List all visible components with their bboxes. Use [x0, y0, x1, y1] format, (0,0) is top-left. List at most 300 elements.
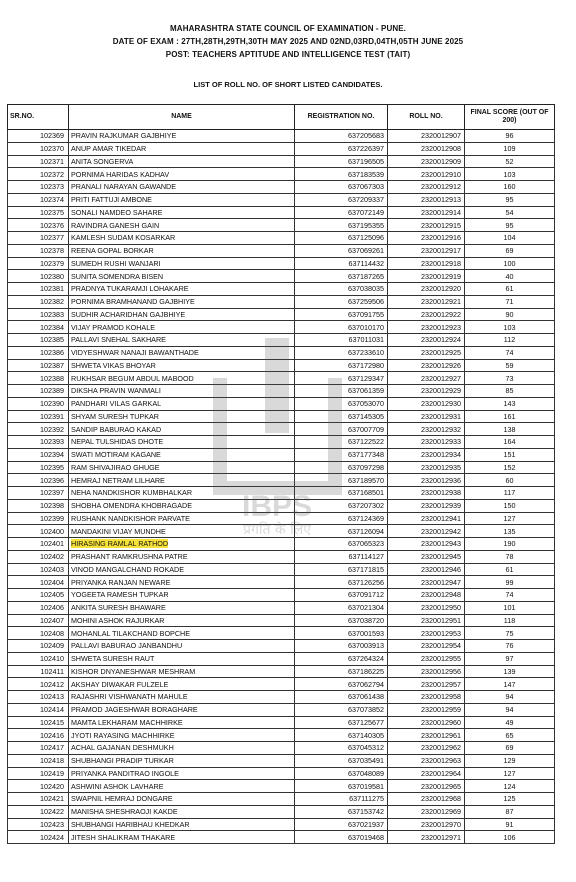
cell-registration-no — [295, 436, 388, 449]
cell-sr-no-text: 102416 — [40, 730, 64, 740]
cell-roll-no-text: 2320012951 — [421, 615, 461, 625]
cell-sr-no — [8, 640, 69, 653]
cell-roll-no-text: 2320012907 — [421, 131, 461, 141]
cell-name — [69, 691, 295, 704]
cell-registration-no — [295, 793, 388, 806]
cell-name-text: RAM SHIVAJIRAO GHUGE — [71, 462, 160, 472]
table-row — [8, 181, 555, 194]
cell-registration-no-text: 637045312 — [348, 743, 384, 753]
cell-sr-no-text: 102392 — [40, 424, 64, 434]
cell-name-text: YOGEETA RAMESH TUPKAR — [71, 590, 169, 600]
cell-final-score — [465, 525, 555, 538]
table-row — [8, 665, 555, 678]
cell-sr-no-text: 102398 — [40, 501, 64, 511]
cell-sr-no — [8, 219, 69, 232]
table-row — [8, 423, 555, 436]
cell-roll-no — [388, 614, 465, 627]
cell-registration-no — [295, 155, 388, 168]
cell-final-score — [465, 474, 555, 487]
table-row — [8, 155, 555, 168]
cell-registration-no-text: 637114432 — [348, 258, 384, 268]
cell-roll-no — [388, 691, 465, 704]
cell-roll-no-text: 2320012913 — [421, 195, 461, 205]
cell-sr-no — [8, 346, 69, 359]
cell-registration-no-text: 637111275 — [349, 794, 384, 804]
cell-registration-no-text: 637065323 — [348, 539, 384, 549]
cell-final-score — [465, 793, 555, 806]
cell-registration-no — [295, 754, 388, 767]
table-row — [8, 627, 555, 640]
cell-roll-no-text: 2320012931 — [421, 411, 461, 421]
table-row — [8, 780, 555, 793]
cell-registration-no-text: 637195355 — [348, 220, 384, 230]
cell-registration-no — [295, 652, 388, 665]
cell-name-text: SUMEDH RUSHI WANJARI — [71, 258, 161, 268]
cell-sr-no-text: 102420 — [40, 781, 64, 791]
table-row — [8, 436, 555, 449]
cell-roll-no-text: 2320012959 — [421, 705, 461, 715]
cell-name-text: ASHWINI ASHOK LAVHARE — [71, 781, 164, 791]
cell-name — [69, 665, 295, 678]
cell-name — [69, 346, 295, 359]
cell-final-score-text: 95 — [505, 195, 514, 205]
cell-sr-no — [8, 410, 69, 423]
cell-final-score — [465, 321, 555, 334]
cell-name-text: AKSHAY DIWAKAR FULZELE — [71, 679, 169, 689]
cell-registration-no — [295, 359, 388, 372]
cell-roll-no — [388, 831, 465, 844]
cell-registration-no — [295, 487, 388, 500]
cell-registration-no-text: 637233610 — [348, 348, 384, 358]
cell-roll-no-text: 2320012919 — [421, 271, 461, 281]
cell-roll-no-text: 2320012939 — [421, 501, 461, 511]
cell-final-score — [465, 563, 555, 576]
cell-registration-no-text: 637122522 — [348, 437, 384, 447]
cell-sr-no-text: 102383 — [40, 309, 64, 319]
cell-roll-no-text: 2320012943 — [421, 539, 461, 549]
cell-roll-no-text: 2320012946 — [421, 564, 461, 574]
cell-registration-no — [295, 232, 388, 245]
cell-roll-no — [388, 474, 465, 487]
table-row — [8, 742, 555, 755]
cell-final-score — [465, 716, 555, 729]
cell-sr-no-text: 102403 — [40, 564, 64, 574]
cell-name — [69, 525, 295, 538]
cell-registration-no-text: 637007709 — [348, 424, 384, 434]
cell-registration-no — [295, 334, 388, 347]
cell-roll-no-text: 2320012934 — [421, 450, 461, 460]
cell-registration-no-text: 637140305 — [348, 730, 384, 740]
cell-final-score — [465, 754, 555, 767]
cell-registration-no-text: 637038720 — [348, 615, 384, 625]
cell-sr-no — [8, 729, 69, 742]
table-row — [8, 461, 555, 474]
cell-roll-no — [388, 359, 465, 372]
table-row — [8, 512, 555, 525]
cell-final-score-text: 99 — [505, 577, 514, 587]
cell-registration-no-text: 637207302 — [348, 501, 384, 511]
cell-registration-no — [295, 244, 388, 257]
cell-final-score — [465, 627, 555, 640]
cell-registration-no — [295, 665, 388, 678]
cell-name — [69, 805, 295, 818]
cell-final-score-text: 49 — [505, 717, 514, 727]
cell-roll-no — [388, 346, 465, 359]
cell-roll-no-text: 2320012960 — [421, 717, 461, 727]
cell-registration-no-text: 637114127 — [348, 552, 384, 562]
cell-name-text: SWATI MOTIRAM KAGANE — [71, 450, 161, 460]
cell-roll-no-text: 2320012947 — [421, 577, 461, 587]
cell-roll-no — [388, 512, 465, 525]
cell-roll-no-text: 2320012916 — [421, 233, 461, 243]
table-row — [8, 563, 555, 576]
cell-roll-no-text: 2320012932 — [421, 424, 461, 434]
candidates-table — [7, 104, 555, 844]
watermark-brand: IBPS — [241, 490, 313, 523]
cell-sr-no — [8, 487, 69, 500]
cell-final-score-text: 101 — [503, 603, 516, 613]
cell-name — [69, 385, 295, 398]
cell-roll-no — [388, 627, 465, 640]
cell-registration-no-text: 637048089 — [348, 768, 384, 778]
cell-roll-no — [388, 640, 465, 653]
cell-roll-no-text: 2320012918 — [421, 258, 461, 268]
cell-roll-no-text: 2320012915 — [421, 220, 461, 230]
cell-final-score — [465, 423, 555, 436]
cell-sr-no — [8, 142, 69, 155]
cell-roll-no — [388, 742, 465, 755]
cell-sr-no-text: 102397 — [40, 488, 64, 498]
table-row — [8, 691, 555, 704]
cell-final-score — [465, 193, 555, 206]
cell-name — [69, 512, 295, 525]
cell-name-text: VINOD MANGALCHAND ROKADE — [71, 564, 185, 574]
cell-registration-no — [295, 831, 388, 844]
cell-name — [69, 576, 295, 589]
cell-final-score-text: 150 — [503, 501, 516, 511]
cell-registration-no — [295, 448, 388, 461]
post-title: POST: TEACHERS APTITUDE AND INTELLIGENCE TEST (TAIT) — [165, 50, 411, 59]
cell-name-text: SHOBHA OMENDRA KHOBRAGADE — [71, 501, 193, 511]
cell-name-text: KAMLESH SUDAM KOSARKAR — [71, 233, 176, 243]
cell-registration-no-text: 637067303 — [348, 182, 384, 192]
cell-final-score — [465, 461, 555, 474]
cell-roll-no — [388, 142, 465, 155]
cell-roll-no — [388, 793, 465, 806]
cell-roll-no — [388, 729, 465, 742]
cell-roll-no — [388, 410, 465, 423]
cell-name — [69, 818, 295, 831]
cell-sr-no-text: 102378 — [40, 246, 64, 256]
cell-roll-no-text: 2320012941 — [421, 513, 461, 523]
cell-registration-no — [295, 142, 388, 155]
cell-roll-no-text: 2320012910 — [421, 169, 461, 179]
cell-sr-no-text: 102373 — [40, 182, 64, 192]
table-row — [8, 168, 555, 181]
table-row — [8, 232, 555, 245]
cell-roll-no — [388, 550, 465, 563]
cell-sr-no-text: 102404 — [40, 577, 64, 587]
cell-sr-no-text: 102418 — [40, 756, 64, 766]
table-row — [8, 831, 555, 844]
exam-dates: DATE OF EXAM : 27TH,28TH,29TH,30TH MAY 2025 AND 02ND,03RD,04TH,05TH JUNE 2025 — [112, 37, 464, 46]
cell-final-score-text: 129 — [503, 756, 516, 766]
cell-name — [69, 793, 295, 806]
cell-registration-no-text: 637168501 — [348, 488, 384, 498]
cell-final-score-text: 94 — [505, 705, 514, 715]
cell-roll-no — [388, 576, 465, 589]
cell-registration-no — [295, 474, 388, 487]
table-row — [8, 499, 555, 512]
cell-sr-no — [8, 423, 69, 436]
table-row — [8, 589, 555, 602]
cell-final-score — [465, 372, 555, 385]
cell-sr-no-text: 102377 — [40, 233, 64, 243]
cell-name — [69, 729, 295, 742]
cell-roll-no-text: 2320012945 — [421, 552, 461, 562]
cell-registration-no — [295, 257, 388, 270]
cell-roll-no — [388, 448, 465, 461]
cell-sr-no-text: 102390 — [40, 399, 64, 409]
cell-name-text: SONALI NAMDEO SAHARE — [71, 207, 163, 217]
cell-final-score-text: 97 — [505, 654, 514, 664]
cell-name-text: PRIYANKA RANJAN NEWARE — [71, 577, 171, 587]
cell-roll-no-text: 2320012950 — [421, 603, 461, 613]
cell-registration-no-text: 637172980 — [348, 360, 384, 370]
cell-roll-no-text: 2320012953 — [421, 628, 461, 638]
cell-registration-no-text: 637145305 — [348, 411, 384, 421]
cell-name — [69, 232, 295, 245]
cell-name — [69, 193, 295, 206]
cell-final-score — [465, 678, 555, 691]
cell-registration-no — [295, 193, 388, 206]
cell-final-score — [465, 181, 555, 194]
cell-name-text: PRAMOD JAGESHWAR BORAGHARE — [71, 705, 198, 715]
cell-roll-no — [388, 232, 465, 245]
table-row — [8, 614, 555, 627]
cell-roll-no — [388, 601, 465, 614]
cell-roll-no — [388, 206, 465, 219]
cell-roll-no-text: 2320012958 — [421, 692, 461, 702]
cell-roll-no — [388, 334, 465, 347]
cell-final-score — [465, 652, 555, 665]
cell-registration-no-text: 637186225 — [348, 666, 384, 676]
cell-final-score-text: 135 — [503, 526, 516, 536]
cell-registration-no — [295, 550, 388, 563]
cell-final-score — [465, 436, 555, 449]
cell-roll-no — [388, 308, 465, 321]
cell-final-score — [465, 308, 555, 321]
cell-final-score — [465, 601, 555, 614]
cell-registration-no-text: 637053070 — [348, 399, 384, 409]
cell-registration-no-text: 637072149 — [348, 207, 384, 217]
cell-name-text: RUKHSAR BEGUM ABDUL MABOOD — [71, 373, 194, 383]
cell-final-score-text: 139 — [503, 666, 516, 676]
cell-registration-no — [295, 130, 388, 143]
cell-sr-no — [8, 614, 69, 627]
cell-roll-no — [388, 321, 465, 334]
cell-name — [69, 767, 295, 780]
table-row — [8, 652, 555, 665]
cell-final-score-text: 125 — [503, 794, 516, 804]
cell-final-score-text: 190 — [503, 539, 516, 549]
cell-name — [69, 538, 295, 551]
cell-sr-no-text: 102402 — [40, 552, 64, 562]
cell-registration-no — [295, 805, 388, 818]
cell-sr-no — [8, 678, 69, 691]
cell-sr-no-text: 102369 — [40, 131, 64, 141]
cell-final-score-text: 73 — [505, 373, 514, 383]
cell-final-score-text: 60 — [505, 475, 514, 485]
cell-sr-no-text: 102421 — [40, 794, 64, 804]
cell-sr-no — [8, 754, 69, 767]
table-row — [8, 283, 555, 296]
col-header-score: FINAL SCORE (OUT OF 200) — [465, 105, 555, 130]
cell-registration-no-text: 637125096 — [348, 233, 384, 243]
cell-registration-no — [295, 283, 388, 296]
cell-final-score-text: 78 — [505, 552, 514, 562]
cell-name — [69, 142, 295, 155]
cell-registration-no-text: 637153742 — [348, 807, 384, 817]
table-row — [8, 474, 555, 487]
cell-registration-no — [295, 219, 388, 232]
cell-registration-no-text: 637061438 — [348, 692, 384, 702]
cell-name — [69, 742, 295, 755]
cell-name — [69, 181, 295, 194]
cell-roll-no-text: 2320012955 — [421, 654, 461, 664]
cell-final-score — [465, 640, 555, 653]
cell-registration-no-text: 637035491 — [348, 756, 384, 766]
cell-sr-no-text: 102381 — [40, 284, 64, 294]
cell-final-score-text: 94 — [505, 692, 514, 702]
cell-sr-no — [8, 270, 69, 283]
cell-name — [69, 640, 295, 653]
table-row — [8, 729, 555, 742]
cell-final-score — [465, 334, 555, 347]
table-row — [8, 754, 555, 767]
cell-sr-no-text: 102411 — [40, 666, 64, 676]
cell-sr-no-text: 102370 — [40, 144, 64, 154]
cell-name-text: HIRASING RAMLAL RATHOD — [71, 539, 169, 549]
table-row — [8, 308, 555, 321]
cell-sr-no-text: 102422 — [40, 807, 64, 817]
cell-roll-no-text: 2320012930 — [421, 399, 461, 409]
cell-sr-no-text: 102405 — [40, 590, 64, 600]
cell-sr-no — [8, 372, 69, 385]
cell-name — [69, 614, 295, 627]
cell-name — [69, 487, 295, 500]
cell-name — [69, 563, 295, 576]
cell-name-text: SUNITA SOMENDRA BISEN — [71, 271, 164, 281]
cell-registration-no-text: 637183539 — [348, 169, 384, 179]
cell-name — [69, 410, 295, 423]
cell-final-score-text: 91 — [505, 819, 514, 829]
document-header — [0, 22, 576, 61]
cell-sr-no-text: 102394 — [40, 450, 64, 460]
cell-sr-no-text: 102374 — [40, 195, 64, 205]
cell-name — [69, 754, 295, 767]
cell-sr-no-text: 102400 — [40, 526, 64, 536]
table-row — [8, 372, 555, 385]
table-row — [8, 576, 555, 589]
cell-registration-no-text: 637021937 — [348, 819, 384, 829]
cell-name-text: KISHOR DNYANESHWAR MESHRAM — [71, 666, 196, 676]
cell-roll-no — [388, 436, 465, 449]
cell-roll-no — [388, 397, 465, 410]
cell-sr-no — [8, 525, 69, 538]
cell-registration-no — [295, 423, 388, 436]
cell-sr-no — [8, 244, 69, 257]
cell-roll-no-text: 2320012929 — [421, 386, 461, 396]
cell-roll-no — [388, 155, 465, 168]
cell-final-score-text: 54 — [505, 207, 514, 217]
cell-sr-no — [8, 321, 69, 334]
cell-roll-no-text: 2320012936 — [421, 475, 461, 485]
cell-roll-no-text: 2320012908 — [421, 144, 461, 154]
cell-roll-no — [388, 372, 465, 385]
cell-final-score — [465, 614, 555, 627]
cell-roll-no — [388, 665, 465, 678]
table-row — [8, 793, 555, 806]
cell-registration-no — [295, 742, 388, 755]
cell-name — [69, 601, 295, 614]
cell-roll-no — [388, 767, 465, 780]
cell-registration-no-text: 637091755 — [348, 309, 384, 319]
cell-registration-no — [295, 295, 388, 308]
cell-final-score-text: 164 — [503, 437, 516, 447]
cell-final-score-text: 103 — [503, 169, 516, 179]
cell-roll-no — [388, 487, 465, 500]
cell-roll-no — [388, 780, 465, 793]
cell-final-score — [465, 538, 555, 551]
cell-name-text: PALLAVI BABURAO JANBANDHU — [71, 641, 183, 651]
list-title: LIST OF ROLL NO. OF SHORT LISTED CANDIDATES. — [193, 80, 383, 89]
cell-final-score-text: 61 — [505, 284, 514, 294]
cell-roll-no-text: 2320012914 — [421, 207, 461, 217]
table-row — [8, 538, 555, 551]
cell-roll-no-text: 2320012971 — [421, 832, 461, 842]
cell-sr-no-text: 102414 — [40, 705, 64, 715]
cell-roll-no — [388, 270, 465, 283]
table-row — [8, 640, 555, 653]
cell-name-text: MAMTA LEKHARAM MACHHIRKE — [71, 717, 183, 727]
table-row — [8, 334, 555, 347]
cell-registration-no-text: 637073852 — [348, 705, 384, 715]
cell-final-score-text: 76 — [505, 641, 514, 651]
cell-roll-no — [388, 716, 465, 729]
cell-registration-no-text: 637011031 — [348, 335, 384, 345]
cell-sr-no-text: 102396 — [40, 475, 64, 485]
cell-registration-no — [295, 525, 388, 538]
cell-registration-no — [295, 729, 388, 742]
cell-name — [69, 499, 295, 512]
cell-name-text: SHWETA VIKAS BHOYAR — [71, 360, 156, 370]
cell-roll-no-text: 2320012938 — [421, 488, 461, 498]
cell-roll-no — [388, 703, 465, 716]
cell-sr-no-text: 102417 — [40, 743, 64, 753]
cell-final-score — [465, 257, 555, 270]
table-row — [8, 385, 555, 398]
cell-sr-no-text: 102371 — [40, 156, 64, 166]
cell-sr-no — [8, 665, 69, 678]
cell-sr-no-text: 102419 — [40, 768, 64, 778]
cell-name-text: VIJAY PRAMOD KOHALE — [71, 322, 156, 332]
cell-final-score — [465, 155, 555, 168]
cell-registration-no-text: 637189570 — [348, 475, 384, 485]
cell-sr-no — [8, 130, 69, 143]
table-row — [8, 321, 555, 334]
cell-final-score-text: 69 — [505, 246, 514, 256]
